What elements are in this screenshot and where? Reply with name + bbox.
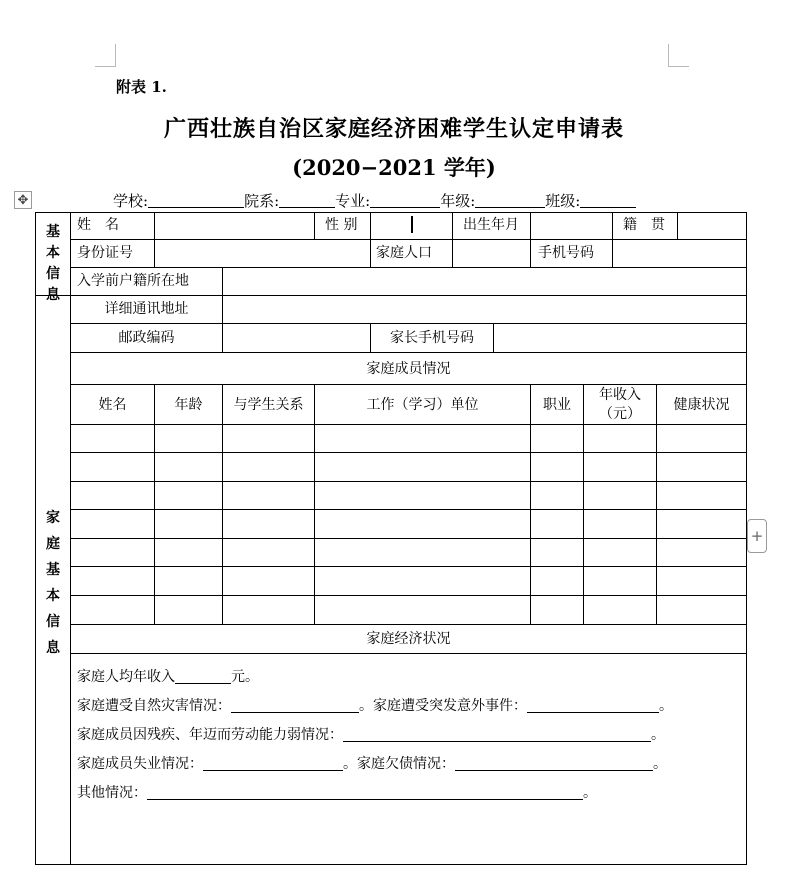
grade-label: 年级: bbox=[440, 192, 476, 210]
table-row[interactable] bbox=[71, 567, 746, 595]
column-header-name: 姓名 bbox=[98, 397, 127, 413]
id-number-field[interactable] bbox=[155, 240, 369, 267]
disaster-line: 家庭遭受自然灾害情况： 。家庭遭受突发意外事件： 。 bbox=[77, 698, 673, 714]
hukou-label: 入学前户籍所在地 bbox=[77, 273, 189, 289]
major-label: 专业: bbox=[335, 192, 371, 210]
table-move-handle-icon[interactable]: ✥ bbox=[14, 191, 32, 209]
column-header-age: 年龄 bbox=[174, 397, 203, 413]
household-size-label: 家庭人口 bbox=[376, 245, 432, 261]
page-corner-mark-left bbox=[95, 44, 116, 67]
birth-label: 出生年月 bbox=[463, 217, 519, 233]
birth-field[interactable] bbox=[531, 213, 611, 239]
native-place-label: 籍 贯 bbox=[623, 217, 665, 233]
table-row[interactable] bbox=[71, 453, 746, 481]
postal-code-field[interactable] bbox=[223, 324, 369, 352]
income-blank[interactable] bbox=[175, 668, 231, 684]
native-place-field[interactable] bbox=[678, 213, 745, 239]
department-blank[interactable] bbox=[279, 191, 335, 208]
department-label: 院系: bbox=[244, 192, 280, 210]
major-blank[interactable] bbox=[370, 191, 440, 208]
academic-year: (2020−2021 学年) bbox=[292, 155, 496, 180]
unemployment-line: 家庭成员失业情况： 。家庭欠债情况： 。 bbox=[77, 756, 667, 772]
add-row-plus-icon[interactable]: + bbox=[747, 519, 767, 553]
gender-label: 性 别 bbox=[325, 217, 358, 233]
name-field[interactable] bbox=[155, 213, 313, 239]
column-header-annual-income: 年收入 bbox=[599, 387, 641, 403]
phone-label: 手机号码 bbox=[538, 245, 594, 261]
school-blank[interactable] bbox=[148, 191, 244, 208]
postal-code-label: 邮政编码 bbox=[118, 330, 175, 346]
column-header-occupation: 职业 bbox=[543, 397, 571, 413]
id-number-label: 身份证号 bbox=[77, 245, 133, 261]
column-header-health: 健康状况 bbox=[673, 397, 730, 413]
basic-info-section-label: 基 本 信 息 bbox=[46, 224, 60, 303]
parent-phone-field[interactable] bbox=[494, 324, 745, 352]
other-blank[interactable] bbox=[147, 784, 583, 800]
gender-field[interactable] bbox=[371, 213, 451, 239]
table-row[interactable] bbox=[71, 425, 746, 452]
appendix-label: 附表 1. bbox=[116, 78, 167, 96]
income-line: 家庭人均年收入 元。 bbox=[77, 669, 259, 685]
name-label: 姓 名 bbox=[77, 217, 119, 233]
hukou-field[interactable] bbox=[223, 268, 745, 295]
disability-line: 家庭成员因残疾、年迈而劳动能力弱情况： 。 bbox=[77, 727, 665, 743]
class-blank[interactable] bbox=[580, 191, 636, 208]
economic-status-heading: 家庭经济状况 bbox=[366, 631, 451, 647]
family-info-section-label: 家 庭 基 本 信 息 bbox=[46, 510, 60, 656]
accident-blank[interactable] bbox=[527, 697, 659, 713]
table-row[interactable] bbox=[71, 539, 746, 566]
unemployment-blank[interactable] bbox=[203, 755, 343, 771]
address-label: 详细通讯地址 bbox=[104, 301, 189, 317]
school-info-line bbox=[113, 190, 636, 211]
parent-phone-label: 家长手机号码 bbox=[390, 330, 474, 346]
table-row[interactable] bbox=[71, 596, 746, 624]
column-header-income-unit: （元） bbox=[599, 406, 641, 422]
form-title: 广西壮族自治区家庭经济困难学生认定申请表 bbox=[163, 116, 624, 142]
class-label: 班级: bbox=[545, 192, 581, 210]
column-header-workplace: 工作（学习）单位 bbox=[366, 397, 479, 413]
column-header-relation: 与学生关系 bbox=[233, 397, 304, 413]
page-corner-mark-right bbox=[668, 44, 689, 67]
disaster-blank[interactable] bbox=[231, 697, 359, 713]
table-row[interactable] bbox=[71, 510, 746, 538]
debt-blank[interactable] bbox=[455, 755, 653, 771]
other-line: 其他情况： 。 bbox=[77, 785, 597, 801]
phone-field[interactable] bbox=[613, 240, 745, 267]
grade-blank[interactable] bbox=[475, 191, 545, 208]
disability-blank[interactable] bbox=[343, 726, 651, 742]
family-members-heading: 家庭成员情况 bbox=[366, 361, 451, 377]
table-row[interactable] bbox=[71, 482, 746, 509]
address-field[interactable] bbox=[223, 296, 745, 323]
school-label: 学校: bbox=[113, 192, 149, 210]
household-size-field[interactable] bbox=[453, 240, 529, 267]
